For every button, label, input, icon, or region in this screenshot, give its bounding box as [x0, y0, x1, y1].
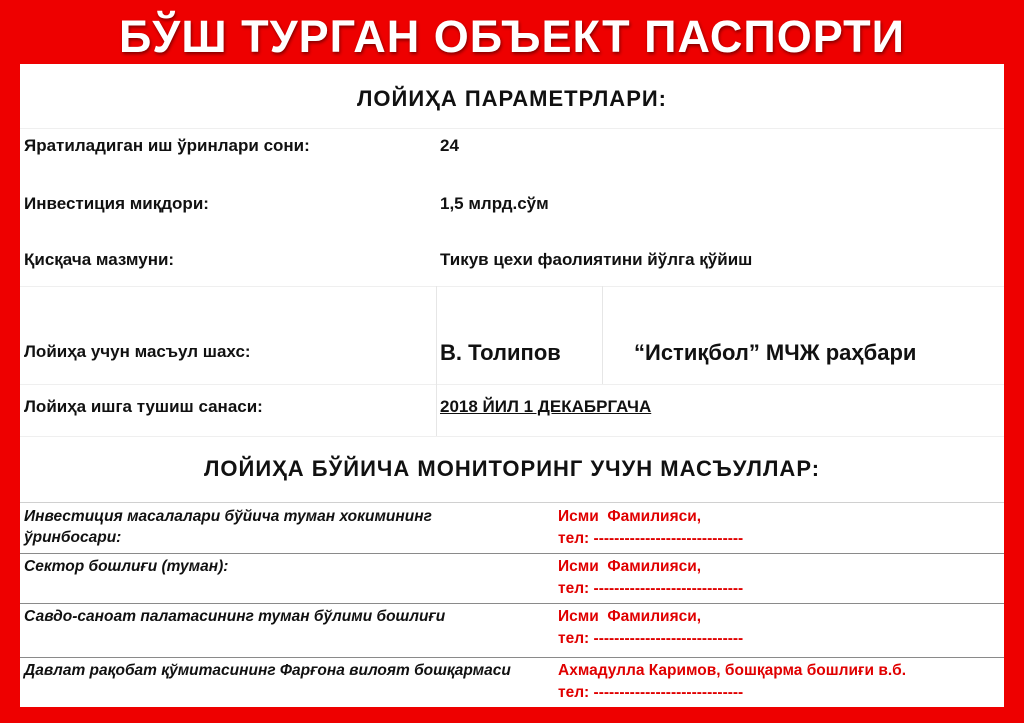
responsible-position: “Истиқбол” МЧЖ раҳбари [634, 340, 917, 365]
grid-line [20, 384, 1004, 385]
monitoring-row [20, 504, 1004, 554]
monitoring-role: Сектор бошлиғи (туман): [24, 558, 229, 575]
monitoring-phone: тел: ----------------------------- [558, 630, 744, 647]
grid-line [20, 286, 1004, 287]
responsible-name: В. Толипов [440, 340, 561, 365]
page-title: БЎШ ТУРГАН ОБЪЕКТ ПАСПОРТИ [119, 11, 905, 62]
monitoring-phone: тел: ----------------------------- [558, 530, 744, 547]
content-panel [20, 64, 1004, 707]
monitoring-row [20, 554, 1004, 604]
monitoring-row [20, 658, 1004, 707]
grid-line [20, 128, 1004, 129]
launch-label: Лойиҳа ишга тушиш санаси: [24, 397, 263, 416]
monitoring-role: Савдо-саноат палатасининг туман бўлими бошлиғи [24, 608, 446, 625]
monitoring-role: Давлат рақобат қўмитасининг Фарғона вилоят бошқармаси [24, 662, 511, 679]
monitoring-phone: тел: ----------------------------- [558, 684, 744, 701]
investment-value: 1,5 млрд.сўм [440, 194, 549, 213]
grid-line [436, 286, 437, 436]
jobs-label: Яратиладиган иш ўринлари сони: [24, 136, 310, 155]
monitoring-name: Ахмадулла Каримов, бошқарма бошлиғи в.б. [558, 662, 907, 679]
monitoring-name: Исми Фамилияси, [558, 558, 702, 575]
parameters-heading: ЛОЙИҲА ПАРАМЕТРЛАРИ: [356, 86, 668, 111]
grid-line [20, 436, 1004, 437]
monitoring-name: Исми Фамилияси, [558, 508, 702, 525]
grid-line [20, 502, 1004, 503]
investment-label: Инвестиция миқдори: [24, 194, 209, 213]
jobs-value: 24 [440, 136, 459, 155]
grid-line [602, 286, 603, 384]
monitoring-heading: ЛОЙИҲА БЎЙИЧА МОНИТОРИНГ УЧУН МАСЪУЛЛАР: [203, 456, 821, 481]
monitoring-phone: тел: ----------------------------- [558, 580, 744, 597]
monitoring-role: Инвестиция масалалари бўйича туман хокимининг ўринбосари: [24, 508, 432, 546]
monitoring-name: Исми Фамилияси, [558, 608, 702, 625]
responsible-label: Лойиҳа учун масъул шахс: [24, 342, 251, 361]
summary-label: Қисқача мазмуни: [24, 250, 175, 269]
summary-value: Тикув цехи фаолиятини йўлга қўйиш [440, 250, 753, 269]
launch-value: 2018 ЙИЛ 1 ДЕКАБРГАЧА [440, 397, 652, 416]
monitoring-row [20, 604, 1004, 658]
